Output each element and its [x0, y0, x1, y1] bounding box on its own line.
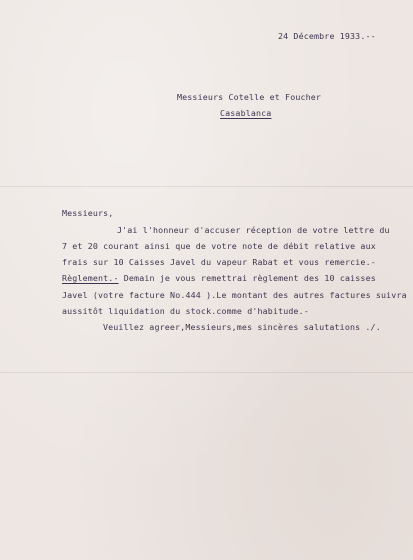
- body-line-reglement: [62, 273, 376, 283]
- body-line: Javel (votre facture No.444 ).Le montant des autres factures suivra: [62, 290, 407, 300]
- letter-closing: Veuillez agreer,Messieurs,mes sincères salutations ./.: [103, 322, 381, 332]
- reglement-heading: Règlement.-: [62, 273, 119, 283]
- paper-fold-line: [0, 186, 413, 187]
- body-line-text: Demain je vous remettrai règlement des 10 caisses: [118, 273, 376, 283]
- body-line: aussitôt liquidation du stock.comme d'habitude.-: [62, 306, 309, 316]
- letter-salutation: Messieurs,: [62, 208, 114, 218]
- recipient-name: Messieurs Cotelle et Foucher: [177, 92, 322, 102]
- paper-fold-line: [0, 372, 413, 373]
- body-line: 7 et 20 courant ainsi que de votre note de débit relative aux: [62, 241, 376, 251]
- letter-date: 24 Décembre 1933.--: [278, 31, 376, 41]
- recipient-city: Casablanca: [220, 108, 272, 118]
- body-line: frais sur 10 Caisses Javel du vapeur Rabat et vous remercie.-: [62, 257, 376, 267]
- body-line: J'ai l'honneur d'accuser réception de votre lettre du: [117, 225, 390, 235]
